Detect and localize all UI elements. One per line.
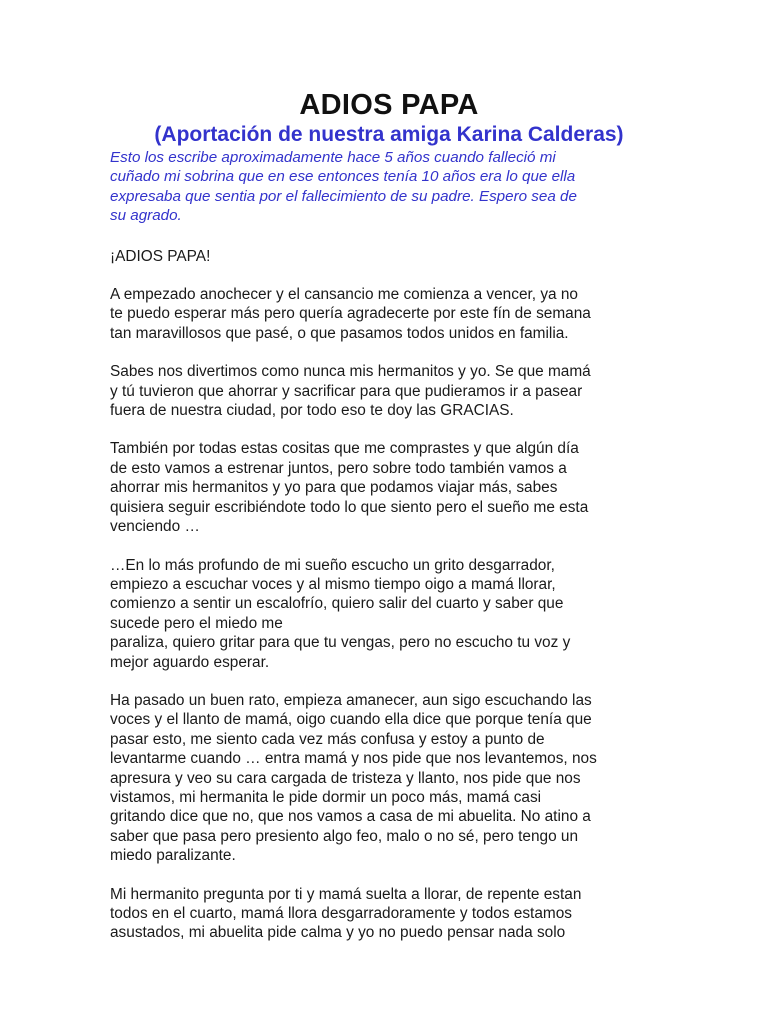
text-line: saber que pasa pero presiento algo feo, malo o no sé, pero tengo un: [110, 827, 579, 845]
text-line: y tú tuvieron que ahorrar y sacrificar para que pudieramos ir a pasear: [110, 382, 583, 400]
paragraph-3: [110, 439, 668, 536]
text-line: venciendo …: [110, 518, 200, 536]
paragraph-1: [110, 285, 668, 343]
text-line: te puedo esperar más pero quería agradecerte por este fín de semana: [110, 305, 591, 323]
text-line: vistamos, mi hermanita le pide dormir un poco más, mamá casi: [110, 788, 542, 806]
text-line: ¡ADIOS PAPA!: [110, 247, 211, 265]
text-line: de esto vamos a estrenar juntos, pero sobre todo también vamos a: [110, 459, 567, 477]
intro-line: expresaba que sentia por el fallecimiento de su padre. Espero sea de: [110, 187, 577, 205]
text-line: voces y el llanto de mamá, oigo cuando ella dice que porque tenía que: [110, 711, 592, 729]
paragraph-6: [110, 885, 668, 943]
text-line: Sabes nos divertimos como nunca mis hermanitos y yo. Se que mamá: [110, 363, 591, 381]
text-line: mejor aguardo esperar.: [110, 653, 270, 671]
text-line: todos en el cuarto, mamá llora desgarradoramente y todos estamos: [110, 905, 572, 922]
text-line: paraliza, quiero gritar para que tu vengas, pero no escucho tu voz y: [110, 634, 571, 652]
text-line: …En lo más profundo de mi sueño escucho un grito desgarrador,: [110, 556, 555, 574]
text-line: También por todas estas cositas que me comprastes y que algún día: [110, 440, 579, 458]
intro-line: cuñado mi sobrina que en ese entonces tenía 10 años era lo que ella: [110, 168, 576, 186]
text-line: levantarme cuando … entra mamá y nos pide que nos levantemos, nos: [110, 750, 597, 768]
text-line: miedo paralizante.: [110, 847, 236, 865]
text-line: quisiera seguir escribiéndote todo lo que siento pero el sueño me esta: [110, 498, 589, 516]
intro-note: [110, 148, 668, 226]
text-line: sucede pero el miedo me: [110, 614, 283, 632]
document-subtitle: (Aportación de nuestra amiga Karina Calderas): [154, 123, 624, 146]
paragraph-2: [110, 362, 668, 420]
text-line: Mi hermanito pregunta por ti y mamá suelta a llorar, de repente estan: [110, 885, 582, 903]
text-line: fuera de nuestra ciudad, por todo eso te doy las GRACIAS.: [110, 402, 514, 420]
text-line: apresura y veo su cara cargada de tristeza y llanto, nos pide que nos: [110, 769, 581, 787]
intro-line: Esto los escribe aproximadamente hace 5 años cuando falleció mi: [110, 149, 556, 166]
text-line: asustados, mi abuelita pide calma y yo no puedo pensar nada solo: [110, 924, 566, 942]
text-line: ahorrar mis hermanitos y yo para que podamos viajar más, sabes: [110, 479, 558, 497]
text-line: empiezo a escuchar voces y al mismo tiempo oigo a mamá llorar,: [110, 575, 556, 593]
text-line: pasar esto, me siento cada vez más confusa y estoy a punto de: [110, 730, 545, 748]
intro-line: su agrado.: [110, 207, 182, 225]
text-line: tan maravillosos que pasé, o que pasamos todos unidos en familia.: [110, 324, 569, 342]
document-title: ADIOS PAPA: [299, 89, 479, 121]
text-line: comienzo a sentir un escalofrío, quiero salir del cuarto y saber que: [110, 595, 564, 613]
paragraph-4: [110, 556, 668, 672]
text-line: A empezado anochecer y el cansancio me comienza a vencer, ya no: [110, 286, 578, 304]
text-line: Ha pasado un buen rato, empieza amanecer, aun sigo escuchando las: [110, 691, 592, 709]
paragraph-5: [110, 691, 668, 866]
text-line: gritando dice que no, que nos vamos a casa de mi abuelita. No atino a: [110, 808, 591, 826]
paragraph-greeting: [110, 247, 668, 266]
